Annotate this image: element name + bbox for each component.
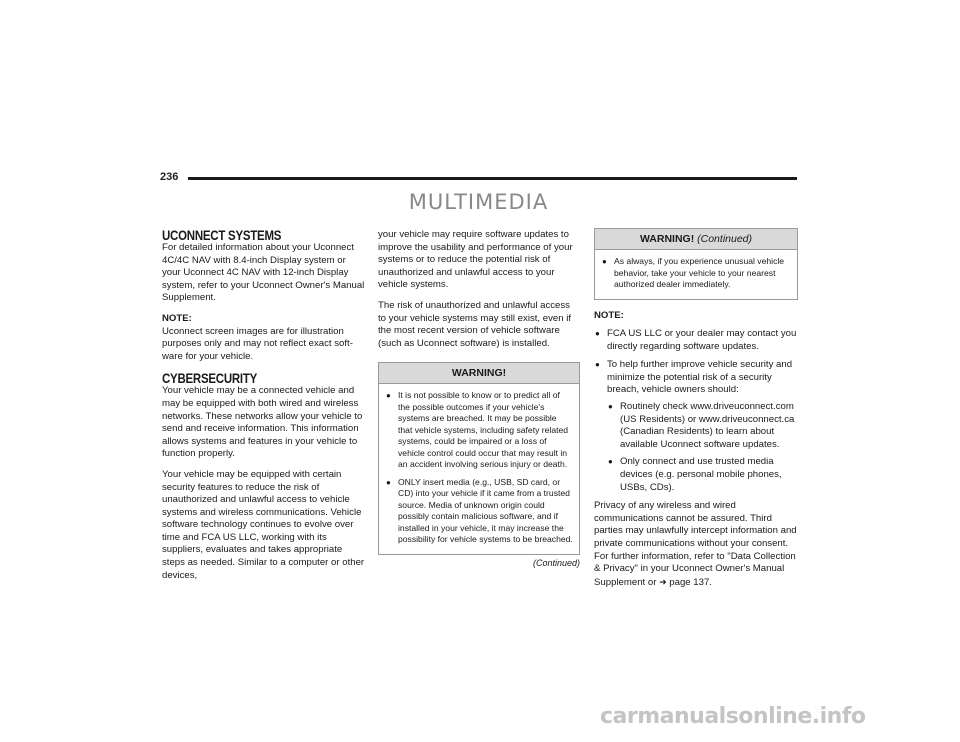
page-reference-arrow-icon: ➜ (659, 576, 667, 587)
column-2 (378, 229, 580, 569)
watermark: carmanualsonline.info (600, 704, 866, 729)
page-reference-link[interactable]: page 137. (669, 576, 712, 588)
warning-title: WARNING! (379, 363, 579, 384)
note-text: Uconnect screen images are for illustration purposes only and may not reflect exact soft-ware for your vehicle. (162, 325, 353, 362)
continued-label: (Continued) (532, 557, 580, 568)
chapter-title: MULTIMEDIA (408, 190, 549, 214)
warning-item: ● It is not possible to know or to predict all of the possible outcomes if your vehicle's systems are breached. It may be possible that vehicle systems, including safety related systems, could be impaired or a loss of vehicle control could occur that may result in an accident involving serious injury or death. (385, 390, 573, 471)
warning-body (595, 250, 797, 299)
warning-item: ● As always, if you experience unusual vehicle behavior, take your vehicle to your nearest authorized dealer immediately. (601, 256, 791, 291)
warning-continued-header (595, 229, 797, 250)
page-number: 236 (160, 171, 179, 183)
note-item (594, 359, 798, 494)
cybersecurity-paragraph-1: Your vehicle may be a connected vehicle and may be equipped with both wired and wireless networks. These networks allow your vehicle to send and receive information. This information allows systems and features in your vehicle to function properly. (162, 385, 363, 460)
uconnect-heading: UCONNECT SYSTEMS (162, 227, 282, 243)
risk-paragraph: The risk of unauthorized and unlawful access to your vehicle systems may still exist, even if the most recent version of vehicle software (such as Uconnect software) is installed. (378, 299, 572, 349)
note-item-text: To help further improve vehicle security and minimize the potential risk of a security breach, vehicle owners should: (607, 359, 793, 396)
warning-list (601, 256, 791, 291)
sub-note-item: ● Only connect and use trusted media devices (e.g. personal mobile phones, USBs, CDs). (607, 456, 798, 494)
warning-list (385, 390, 573, 546)
note-label: NOTE: (162, 312, 192, 324)
privacy-text: Privacy of any wireless and wired communications cannot be assured. Third parties may unlawfully intercept information and private communications without your consent. For further information, refer to "Data Collection & Privacy" in your Uconnect Owner's Manual Supplement or (594, 500, 797, 588)
uconnect-paragraph: For detailed information about your Uconnect 4C/4C NAV with 8.4-inch Display system or your Uconnect 4C NAV with 12-inch Display system, refer to your Uconnect Owner's Manual Supplement. (162, 242, 365, 304)
cybersecurity-heading: CYBERSECURITY (162, 370, 258, 387)
column-3 (594, 228, 798, 597)
cybersecurity-paragraph-2: Your vehicle may be equipped with certain security features to reduce the risk of unauthorized and unlawful access to vehicle systems and wireless communications. Vehicle software technology continues to evolve over time and FCA US LLC, working with its suppliers, evaluates and takes appropriate steps as needed. Similar to a computer or other devices, (162, 468, 365, 581)
note-list (594, 328, 798, 494)
sub-note-item: ● Routinely check www.driveuconnect.com (US Residents) or www.driveuconnect.ca (Canadian Residents) to learn about available Uconnect software updates. (607, 401, 798, 451)
header-rule (188, 177, 797, 180)
warning-title: WARNING! (639, 233, 695, 245)
software-update-paragraph: your vehicle may require software updates to improve the usability and performance of your systems or to reduce the potential risk of unauthorized and unlawful access to your vehicle systems. (378, 229, 573, 291)
note-item: ● FCA US LLC or your dealer may contact you directly regarding software updates. (594, 328, 798, 353)
warning-body (379, 384, 579, 554)
note-label: NOTE: (594, 309, 624, 321)
privacy-paragraph (594, 500, 798, 589)
continued-label: (Continued) (697, 233, 753, 245)
warning-box (378, 362, 580, 555)
sub-note-list (607, 401, 798, 494)
warning-item: ● ONLY insert media (e.g., USB, SD card, or CD) into your vehicle if it came from a trusted source. Media of unknown origin could possibly contain malicious software, and if installed in your vehicle, it may increase the possibility for vehicle systems to be breached. (385, 477, 573, 546)
warning-box-continued (594, 228, 798, 300)
column-1 (162, 228, 367, 590)
